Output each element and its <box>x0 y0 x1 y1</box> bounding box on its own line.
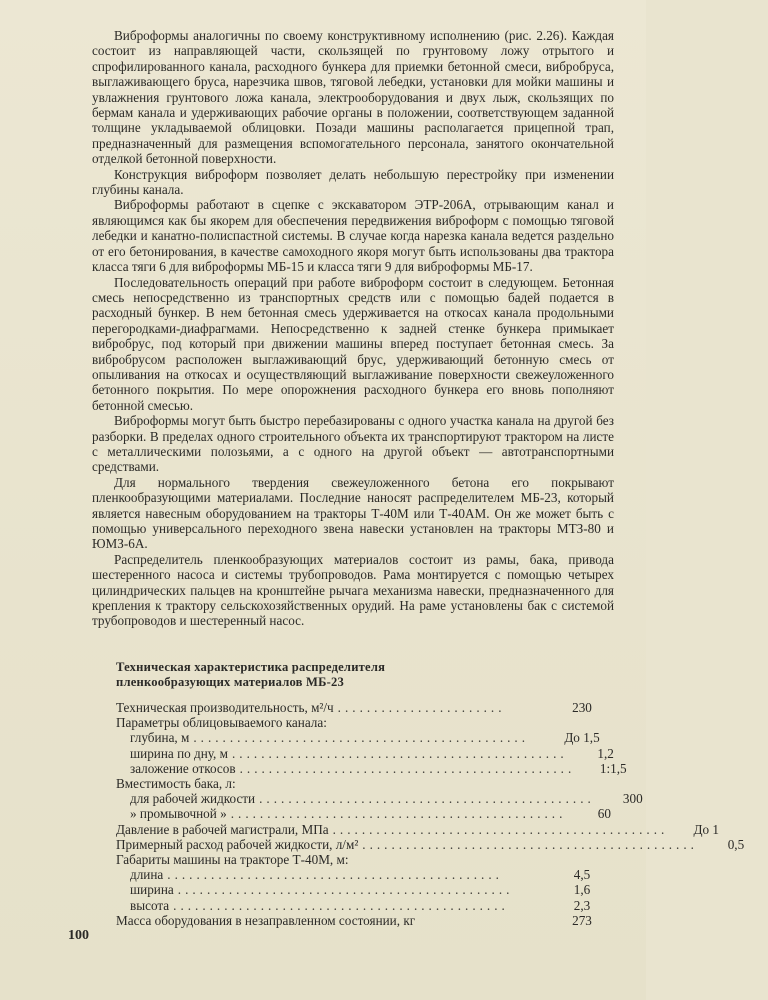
spec-row-channel-params <box>116 715 614 730</box>
spec-label: Примерный расход рабочей жидкости, л/м² <box>116 836 359 852</box>
leader-dots: .............................................. <box>167 867 503 883</box>
body-text <box>92 28 614 629</box>
spec-row-consumption <box>116 836 745 852</box>
spec-row-flushing <box>116 806 614 821</box>
spec-row-slope <box>116 760 627 776</box>
paragraph: Конструкция виброформ позволяет делать небольшую перестройку при изменении глубины канала. <box>92 166 614 198</box>
spec-value: 0,5 <box>727 836 745 852</box>
paragraph: Распределитель пленкообразующих материалов состоит из рамы, бака, привода шестеренного насоса и системы трубопроводов. Рама монтируется с помощью четырех цилиндрических пальцев на кронштейне рычага механизма навески, предназначенного для крепления к трактору сельскохозяйственных орудий. На раме установлены бак с системой трубопроводов и шестеренный насос. <box>92 551 614 629</box>
leader-dots: .............................................. <box>362 836 698 852</box>
spec-label: Масса оборудования в незаправленном состоянии, кг <box>116 912 416 928</box>
spec-value: До 1 <box>693 821 720 837</box>
spec-value: До 1,5 <box>564 730 600 746</box>
spec-label: высота <box>130 897 170 913</box>
spec-row-tank <box>116 776 614 791</box>
spec-value: 4,5 <box>573 867 591 883</box>
leader-dots: .............................................. <box>232 745 568 761</box>
leader-dots: ....................... <box>337 700 506 715</box>
leader-dots: .............................................. <box>239 760 576 776</box>
spec-label: Давление в рабочей магистрали, МПа <box>116 821 329 837</box>
spec-label: для рабочей жидкости <box>130 791 256 807</box>
spec-label: Техническая производительность, м²/ч <box>116 700 334 715</box>
leader-dots: .............................................. <box>193 730 530 746</box>
paragraph: Для нормального твердения свежеуложенного бетона его покрывают пленкообразующими материалами. Последние наносят распределителем МБ-23, который является навесным оборудованием на тракторы Т-40М или Т-40АМ. Он же может быть с помощью универсального переходного звена навески установлен на тракторы МТЗ-80 и ЮМЗ-6А. <box>92 474 614 552</box>
spec-table <box>116 660 745 928</box>
spec-label: ширина <box>130 882 174 898</box>
spec-value: 1,6 <box>573 882 591 898</box>
spec-title <box>116 660 614 690</box>
spec-value: 1:1,5 <box>599 760 627 776</box>
spec-label: ширина по дну, м <box>130 745 228 761</box>
leader-dots: .............................................. <box>173 897 509 913</box>
spec-row-pressure <box>116 821 720 837</box>
spec-row-depth <box>116 730 614 745</box>
paragraph: Виброформы могут быть быстро перебазированы с одного участка канала на другой без разборки. В пределах одного строительного объекта их транспортируют трактором на листе с металлическими полозьями, а с одного на другой объект — автотранспортными средствами. <box>92 413 614 475</box>
spec-title-line: Техническая характеристика распределителя <box>116 660 386 674</box>
spec-label: глубина, м <box>130 730 190 746</box>
spec-value: 300 <box>622 791 643 807</box>
paragraph: Виброформы аналогичны по своему конструктивному исполнению (рис. 2.26). Каждая состоит из направляющей части, скользящей по грунтовому ложу отрытого и спрофилированного канала, расходного бункера для приемки бетонной смеси, вибробруса, выглаживающего бруса, нарезчика швов, тяговой лебедки, установки для мойки машины и увлажнения грунтового ложа канала, электрооборудования и двух лыж, скользящих по бермам канала и удерживающих рабочие органы в положении, соответствующем заданной толщине укладываемой облицовки. Позади машины располагается прицепной трап, предназначенный для размещения вспомогательного персонала, занятого окончательной отделкой бетонной поверхности. <box>92 28 614 167</box>
spec-value: 2,3 <box>573 897 591 913</box>
spec-value: 273 <box>572 912 592 928</box>
paragraph: Последовательность операций при работе виброформ состоит в следующем. Бетонная смесь непосредственно из транспортных средств или с помощью бадей подается в расходный бункер. В нем бетонная смесь удерживается на откосах канала продольными перегородками-диафрагмами. Непосредственно к задней стенке бункера примыкает вибробрус, под который при движении машины вперед поступает бетонная смесь. За вибробрусом расположен выглаживающий брус, удерживающий бетонную смесь от опыливания на откосах и осуществляющий выглаживание поверхности свежеуложенного бетонного покрытия. По мере опорожнения расходного бункера его вновь пополняют бетонной смесью. <box>92 274 614 413</box>
spec-row-bottom-width <box>116 746 614 761</box>
leader-dots: .............................................. <box>332 821 669 837</box>
spec-row-dimensions <box>116 852 614 867</box>
spec-row-productivity <box>116 700 614 715</box>
spec-value: 230 <box>572 700 592 715</box>
leader-dots: .............................................. <box>259 791 595 807</box>
spec-title-line: пленкообразующих материалов МБ-23 <box>116 675 345 689</box>
spec-row-working-fluid <box>116 791 643 807</box>
spec-value: 60 <box>597 806 611 822</box>
leader-dots: .............................................. <box>177 882 514 898</box>
spec-label: длина <box>130 867 164 883</box>
leader-dots: .............................................. <box>230 806 567 822</box>
spec-row-length <box>116 867 614 882</box>
paragraph: Виброформы работают в сцепке с экскаватором ЭТР-206А, отрывающим канал и являющимся как бы якорем для обеспечения передвижения виброформ с помощью тяговой лебедки и канатно-полиспастной системы. В случае когда нарезка канала ведется раздельно от его бетонирования, в качестве самоходного якоря могут быть использованы два трактора класса тяги 6 для виброформы МБ-15 и класса тяги 9 для виброформы МБ-17. <box>92 197 614 275</box>
spec-row-width <box>116 882 614 897</box>
spec-label: Габариты машины на тракторе Т-40М, м: <box>116 852 349 868</box>
spec-row-height <box>116 898 614 913</box>
spec-label: заложение откосов <box>130 760 236 776</box>
spec-label: Вместимость бака, л: <box>116 776 236 792</box>
spec-value: 1,2 <box>597 745 614 761</box>
spec-label: Параметры облицовываемого канала: <box>116 715 327 731</box>
page-number: 100 <box>68 928 89 943</box>
spec-row-mass <box>116 913 614 928</box>
spec-label: » промывочной » <box>130 806 227 822</box>
